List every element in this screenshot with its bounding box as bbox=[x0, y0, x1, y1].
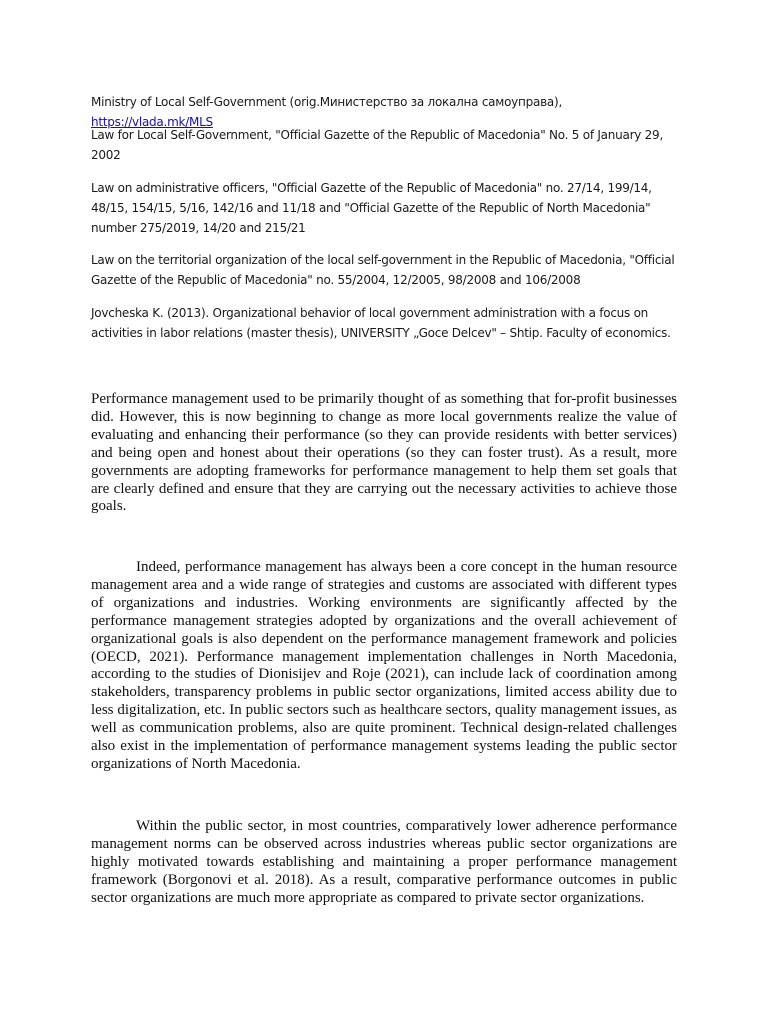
reference-item: Law on administrative officers, "Official Gazette of the Republic of Macedonia" no. 27/14, 199/14, 48/15, 154/15, 5/16, 142/16 and 11/18 and "Official Gazette of the Republic of North Macedonia" number 275/2019, 14/20 and 215/21 bbox=[91, 181, 652, 235]
reference-item: Jovcheska K. (2013). Organizational behavior of local government administration with a focus on activities in labor relations (master thesis), UNIVERSITY „Goce Delcev" – Shtip. Faculty of economics. bbox=[91, 306, 671, 340]
body-paragraph: Performance management used to be primarily thought of as something that for-profit businesses did. However, this is now beginning to change as more local governments realize the value of evaluating and enhancing their performance (so they can provide residents with better services) and being open and honest about their operations (so they can foster trust). As a result, more governments are adopting frameworks for performance management to help them set goals that are clearly defined and ensure that they are carrying out the necessary activities to achieve those goals. bbox=[91, 391, 677, 515]
reference-item: Law for Local Self-Government, "Official Gazette of the Republic of Macedonia" No. 5 of January 29, 2002 bbox=[91, 128, 664, 162]
reference-text: Ministry of Local Self-Government (orig.Министерство за локална самоуправа), bbox=[91, 95, 563, 109]
body-paragraph: Within the public sector, in most countries, comparatively lower adherence performance management norms can be observed across industries whereas public sector organizations are highly motivated towards establishing and maintaining a proper performance management framework (Borgonovi et al. 2018). As a result, comparative performance outcomes in public sector organizations are much more appropriate as compared to private sector organizations. bbox=[91, 818, 677, 906]
body-paragraph: Indeed, performance management has always been a core concept in the human resource management area and a wide range of strategies and customs are associated with different types of organizations and industries. Working environments are significantly affected by the performance management strategies adopted by organizations and the overall achievement of organizational goals is also dependent on the performance management framework and policies (OECD, 2021). Performance management implementation challenges in North Macedonia, according to the studies of Dionisijev and Roje (2021), can include lack of coordination among stakeholders, transparency problems in public sector organizations, limited access ability due to less digitalization, etc. In public sectors such as healthcare sectors, quality management issues, as well as communication problems, also are quite prominent. Technical design-related challenges also exist in the implementation of performance management systems leading the public sector organizations of North Macedonia. bbox=[91, 559, 677, 772]
reference-item: Law on the territorial organization of the local self-government in the Republic of Macedonia, "Official Gazette of the Republic of Macedonia" no. 55/2004, 12/2005, 98/2008 and 106/2008 bbox=[91, 253, 675, 287]
reference-link[interactable]: https://vlada.mk/MLS bbox=[91, 115, 213, 129]
